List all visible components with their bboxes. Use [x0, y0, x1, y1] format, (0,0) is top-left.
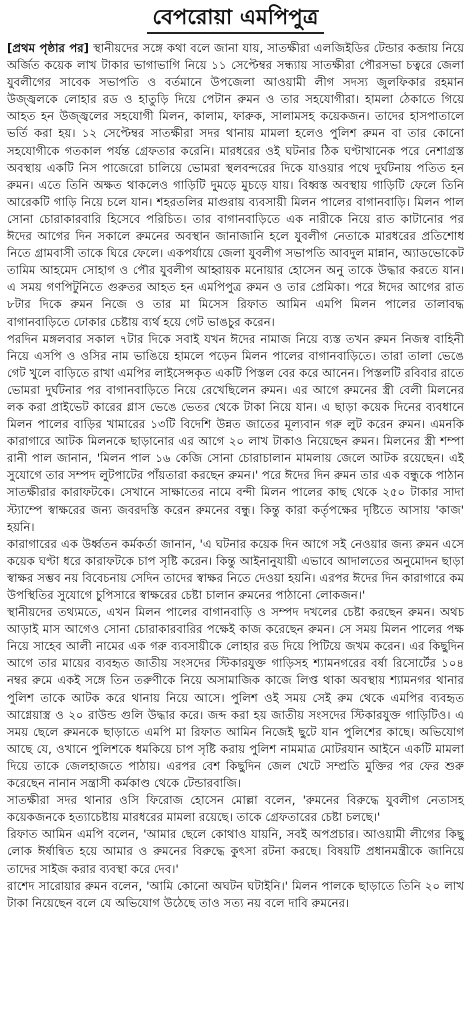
article-paragraph: সাতক্ষীরা সদর থানার ওসি ফিরোজ হোসেন মোল্লা বলেন, 'রুমনের বিরুদ্ধে যুবলীগ নেতাসহ কয়েকজনকে হত্যাচেষ্টায় মারধরের মামলা রয়েছে। তাকে গ্রেফতারের চেষ্টা চলছে।' — [7, 793, 464, 825]
article-paragraph: পরদিন মঙ্গলবার সকাল ৭টার দিকে সবাই যখন ঈদের নামাজ নিয়ে ব্যস্ত তখন রুমন নিজস্ব বাহিনী নিয়ে এসপি ও ওসির নাম ভাঙিয়ে হামলে পড়েন মিলন পালের বাগানবাড়িতে। তারা তালা ভেঙে গেট খুলে বাড়িতে রাখা এমপির লাইসেন্সকৃত একটি পিস্তল বের করে আনেন। পিস্তলটি রবিবার রাতে ভোমরা দুর্ঘটনার পর বাগানবাড়িতে নিয়ে রেখেছিলেন রুমন। এর আগে রুমনের স্ত্রী বেলী মিলনের লক করা প্রাইভেট কারের গ্লাস ভেঙে ভেতর থেকে টাকা নিয়ে যান। এ ছাড়া কয়েক দিনের ব্যবধানে মিলন পালের বাড়ির খামারের ১৩টি বিদেশি উন্নত জাতের মূল্যবান গরু লুট করেন রুমন। এমনকি কারাগারে আটক মিলনকে ছাড়ানোর এর আগে ২০ লাখ টাকাও নিয়েছেন রুমন। মিলনের স্ত্রী শম্পা রানী পাল জানান, 'মিলন পাল ১৬ কেজি সোনা চোরাচালান মামলায় জেলে আটক রয়েছেন। এই সুযোগে তার সম্পদ লুটপাটের পাঁয়তারা করছেন রুমন।' পরে ঈদের দিন রুমন তার এক বন্ধুকে পাঠান সাতক্ষীরার কারাফটকে। সেখানে সাক্ষাতের নামে বন্দী মিলন পালের কাছ থেকে ২৫০ টাকার সাদা স্ট্যাম্পে স্বাক্ষরের জন্য জবরদস্তি করেন রুমনের বন্ধু। কিন্তু কারা কর্তৃপক্ষের দৃষ্টিতে আসায় 'কাজ' হয়নি। — [7, 331, 464, 534]
article-paragraph: কারাগারের এক উর্ধ্বতন কর্মকর্তা জানান, 'এ ঘটনার কয়েক দিন আগে সই নেওয়ার জন্য রুমন এসে কয়েক ঘণ্টা ধরে কারাফটকে চাপ সৃষ্টি করেন। কিন্তু আইনানুযায়ী এভাবে আদালতের অনুমোদন ছাড়া স্বাক্ষর সম্ভব নয় বিবেচনায় সেদিন তাদের স্বাক্ষর নিতে দেওয়া হয়নি। এরপর ঈদের দিন কারাগারে কম উপস্থিতির সুযোগে চুপিসারে স্বাক্ষরের চেষ্টা চালান রুমনের পাঠানো লোকজন।' — [7, 536, 464, 602]
article-paragraph: স্থানীয়দের তথ্যমতে, এখন মিলন পালের বাগানবাড়ি ও সম্পদ দখলের চেষ্টা করছেন রুমন। অথচ আড়াই মাস আগেও সোনা চোরাকারবারির পক্ষেই কাজ করেছেন রুমন। সে সময় মিলন পালের পক্ষ নিয়ে সাহেব আলী নামের এক গরু ব্যবসায়ীকে লোহার রড দিয়ে পিটিয়ে জখম করেন। এর কিছুদিন আগে তার মায়ের ব্যবহৃত জাতীয় সংসদের স্টিকারযুক্ত গাড়িসহ শ্যামনগরের বর্ষা রিসোর্টের ১০৪ নম্বর রুমে একই সঙ্গে তিন তরুণীকে নিয়ে অসামাজিক কাজে লিপ্ত থাকা অবস্থায় শ্যামনগর থানার পুলিশ তাকে আটক করে থানায় নিয়ে আসে। পুলিশ ওই সময় সেই রুম থেকে এমপির ব্যবহৃত আগ্নেয়াস্ত্র ও ২০ রাউন্ড গুলি উদ্ধার করে। জব্দ করা হয় জাতীয় সংসদের স্টিকারযুক্ত গাড়িটিও। এ সময় ছেলে রুমনকে ছাড়াতে এমপি মা রিফাত আমিন নিজেই ছুটে যান পুলিশের কাছে। অভিযোগ আছে যে, ওখানে পুলিশকে ধমকিয়ে চাপ সৃষ্টি করায় পুলিশ নামমাত্র মোটরযান আইনে একটি মামলা দিয়ে তাকে জেলহাজতে পাঠায়। এরপর বেশ কিছুদিন জেল খেটে সম্প্রতি মুক্তির পর ফের শুরু করেছেন নানান সন্ত্রাসী কর্মকাণ্ড থেকে টেন্ডারবাজি। — [7, 605, 464, 791]
headline-block — [7, 0, 464, 36]
paragraph-text: স্থানীয়দের সঙ্গে কথা বলে জানা যায়, সাতক্ষীরা এলজিইডির টেন্ডার কব্জায় নিয়ে অর্জিত কয়েক লাখ টাকার ভাগাভাগি নিয়ে ১১ সেপ্টেম্বর সন্ধ্যায় সাতক্ষীরা পৌরসভা চত্বরে জেলা যুবলীগের সাবেক সভাপতি ও বর্তমানে উপজেলা আওয়ামী লীগ সদস্য জুলফিকার রহমান উজ্জ্বলকে লোহার রড ও হাতুড়ি দিয়ে পেটান রুমন ও তার সহযোগীরা। হামলা ঠেকাতে গিয়ে আহত হন উজ্জ্বলের সহযোগী মিলন, কালাম, ফারুক, সালামসহ কয়েকজন। তাদের হাসপাতালে ভর্তি করা হয়। ১২ সেপ্টেম্বর সাতক্ষীরা সদর থানায় মামলা হলেও পুলিশ রুমন বা তার কোনো সহযোগীকে গতকাল পর্যন্ত গ্রেফতার করেনি। মারধরের ওই ঘটনার ঠিক ঘণ্টাখানেক পরে নেশাগ্রস্ত অবস্থায় একটি নিস পাজেরো চালিয়ে ভোমরা স্থলবন্দরের দিকে যাওয়ার পথে দুর্ঘটনায় পতিত হন রুমন। এতে তিনি অক্ষত থাকলেও গাড়িটি দুমড়ে মুচড়ে যায়। বিধ্বস্ত অবস্থায় গাড়িটি ফেলে তিনি আরেকটি গাড়ি নিয়ে চলে যান। শহরতলির মাগুরায় ব্যবসায়ী মিলন পালের বাগানবাড়ি। মিলন পাল সোনা চোরাকারবারি হিসেবে পরিচিত। তার বাগানবাড়িতে এক নারীকে নিয়ে রাত কাটানোর পর ঈদের আগের দিন সকালে রুমনের অবস্থান জানাজানি হলে যুবলীগ নেতাকে মারধরের প্রতিশোধ নিতে গ্রামবাসী তাকে ঘিরে ফেলে। একপর্যায়ে জেলা যুবলীগ সভাপতি আবদুল মান্নান, অ্যাডভোকেট তামিম আহমেদ সোহাগ ও পৌর যুবলীগ আহ্বায়ক মনোয়ার হোসেন অনু তাকে উদ্ধার করতে যান। এ সময় গণপিটুনিতে গুরুতর আহত হন এমপিপুত্র রুমন ও তার প্রেমিকা। পরে ঈদের আগের রাত ৮টার দিকে রুমন নিজে ও তার মা মিসেস রিফাত আমিন এমপি মিলন পালের তালাবদ্ধ বাগানবাড়িতে ঢোকার চেষ্টায় ব্যর্থ হয়ে গেট ভাঙচুর করেন। — [7, 41, 464, 329]
headline: বেপরোয়া এমপিপুত্র — [147, 4, 325, 34]
article-paragraph — [7, 40, 464, 331]
article-paragraph: রিফাত আমিন এমপি বলেন, 'আমার ছেলে কোথাও যায়নি, সবই অপপ্রচার। আওয়ামী লীগের কিছু লোক ঈর্ষান্বিত হয়ে আমার ও রুমনের বিরুদ্ধে কুৎসা রটনা করছে। বিষয়টি প্রধানমন্ত্রীকে জানিয়ে তাদের সাইজ করার ব্যবস্থা করে দেব।' — [7, 827, 464, 876]
article-body — [7, 40, 464, 912]
article-paragraph: রাশেদ সারোয়ার রুমন বলেন, 'আমি কোনো অঘটন ঘটাইনি।' মিলন পালকে ছাড়াতে তিনি ২০ লাখ টাকা নিয়েছেন বলে যে অভিযোগ উঠেছে তাও সত্য নয় বলে দাবি রুমনের। — [7, 878, 464, 910]
continued-tag: [প্রথম পৃষ্ঠার পর] — [7, 41, 90, 55]
